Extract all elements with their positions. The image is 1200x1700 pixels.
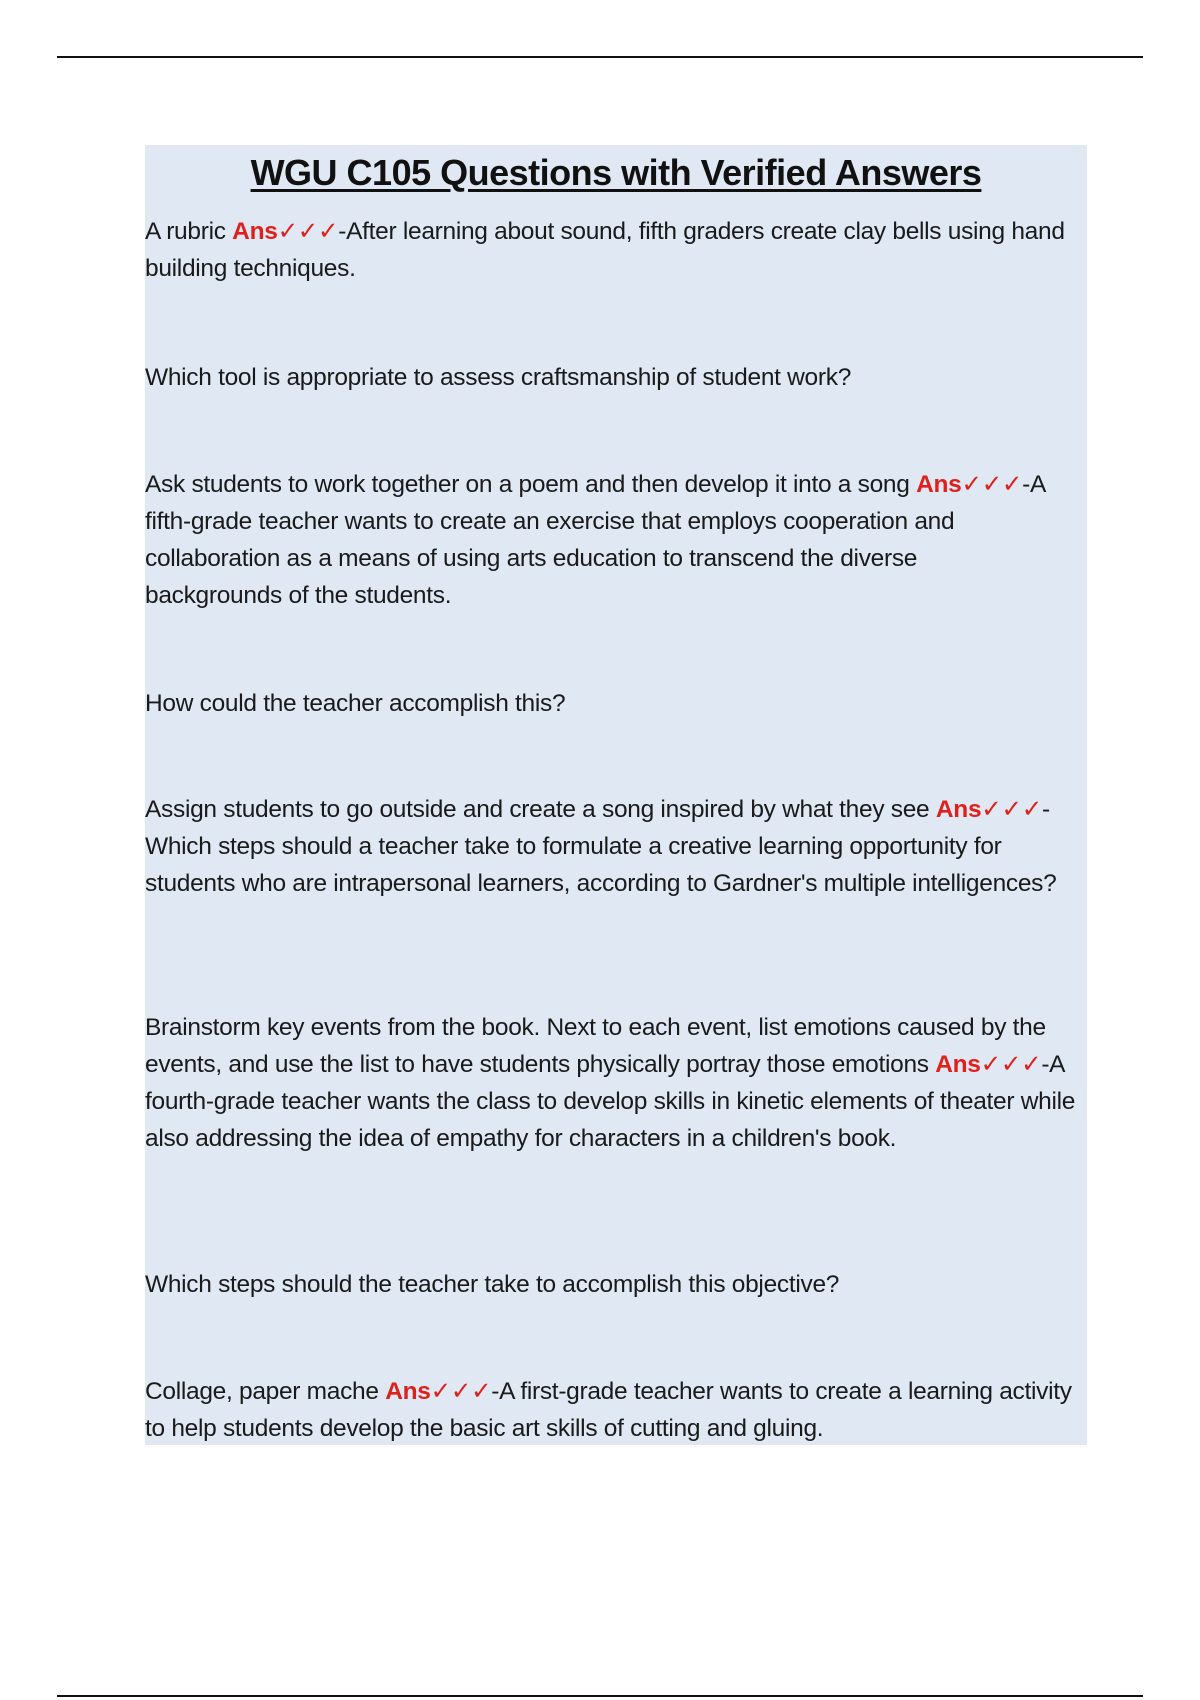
answer-text: Assign students to go outside and create a song inspired by what they see (145, 796, 936, 823)
answer-text: Ask students to work together on a poem and then develop it into a song (145, 471, 917, 498)
question-text: -A fourth-grade teacher wants the class to develop skills in kinetic elements of theater while also addressing the idea of empathy for characters in a children's book. (145, 1051, 1076, 1152)
checkmarks-icon: ✓✓✓ (277, 218, 339, 245)
answer-marker: Ans✓✓✓ (232, 218, 339, 245)
checkmarks-icon: ✓✓✓ (961, 471, 1023, 498)
answer-marker: Ans✓✓✓ (916, 471, 1023, 498)
document-content (145, 145, 1087, 1445)
answer-entry (145, 1009, 1087, 1157)
answer-entry (145, 1373, 1087, 1447)
question-text: -After learning about sound, fifth graders create clay bells using hand building techniques. (145, 218, 1065, 282)
answer-entry (145, 791, 1087, 902)
question-text: -Which steps should a teacher take to formulate a creative learning opportunity for students who are intrapersonal learners, according to Gardner's multiple intelligences? (145, 796, 1057, 897)
footer-rule (57, 1695, 1143, 1697)
checkmarks-icon: ✓✓✓ (980, 1051, 1042, 1078)
answer-text: A rubric (145, 218, 233, 245)
answer-text: Collage, paper mache (145, 1378, 386, 1405)
answer-marker: Ans✓✓✓ (935, 1051, 1042, 1078)
answer-text: Brainstorm key events from the book. Next to each event, list emotions caused by the events, and use the list to have students physically portray those emotions (145, 1014, 1046, 1078)
answer-marker: Ans✓✓✓ (385, 1378, 492, 1405)
question-line: How could the teacher accomplish this? (145, 690, 566, 717)
question-line: Which tool is appropriate to assess craftsmanship of student work? (145, 364, 852, 391)
checkmarks-icon: ✓✓✓ (981, 796, 1042, 823)
question-text: -A first-grade teacher wants to create a learning activity to help students develop the basic art skills of cutting and gluing. (145, 1378, 1072, 1442)
question-text: -A fifth-grade teacher wants to create an exercise that employs cooperation and collaboration as a means of using arts education to transcend the diverse backgrounds of the students. (145, 471, 1045, 609)
answer-entry (145, 213, 1087, 287)
answer-marker: Ans✓✓✓ (935, 796, 1042, 823)
header-rule (57, 56, 1143, 58)
checkmarks-icon: ✓✓✓ (430, 1378, 492, 1405)
document-title: WGU C105 Questions with Verified Answers (250, 152, 982, 193)
answer-entry (145, 466, 1045, 614)
question-line: Which steps should the teacher take to accomplish this objective? (145, 1271, 840, 1298)
